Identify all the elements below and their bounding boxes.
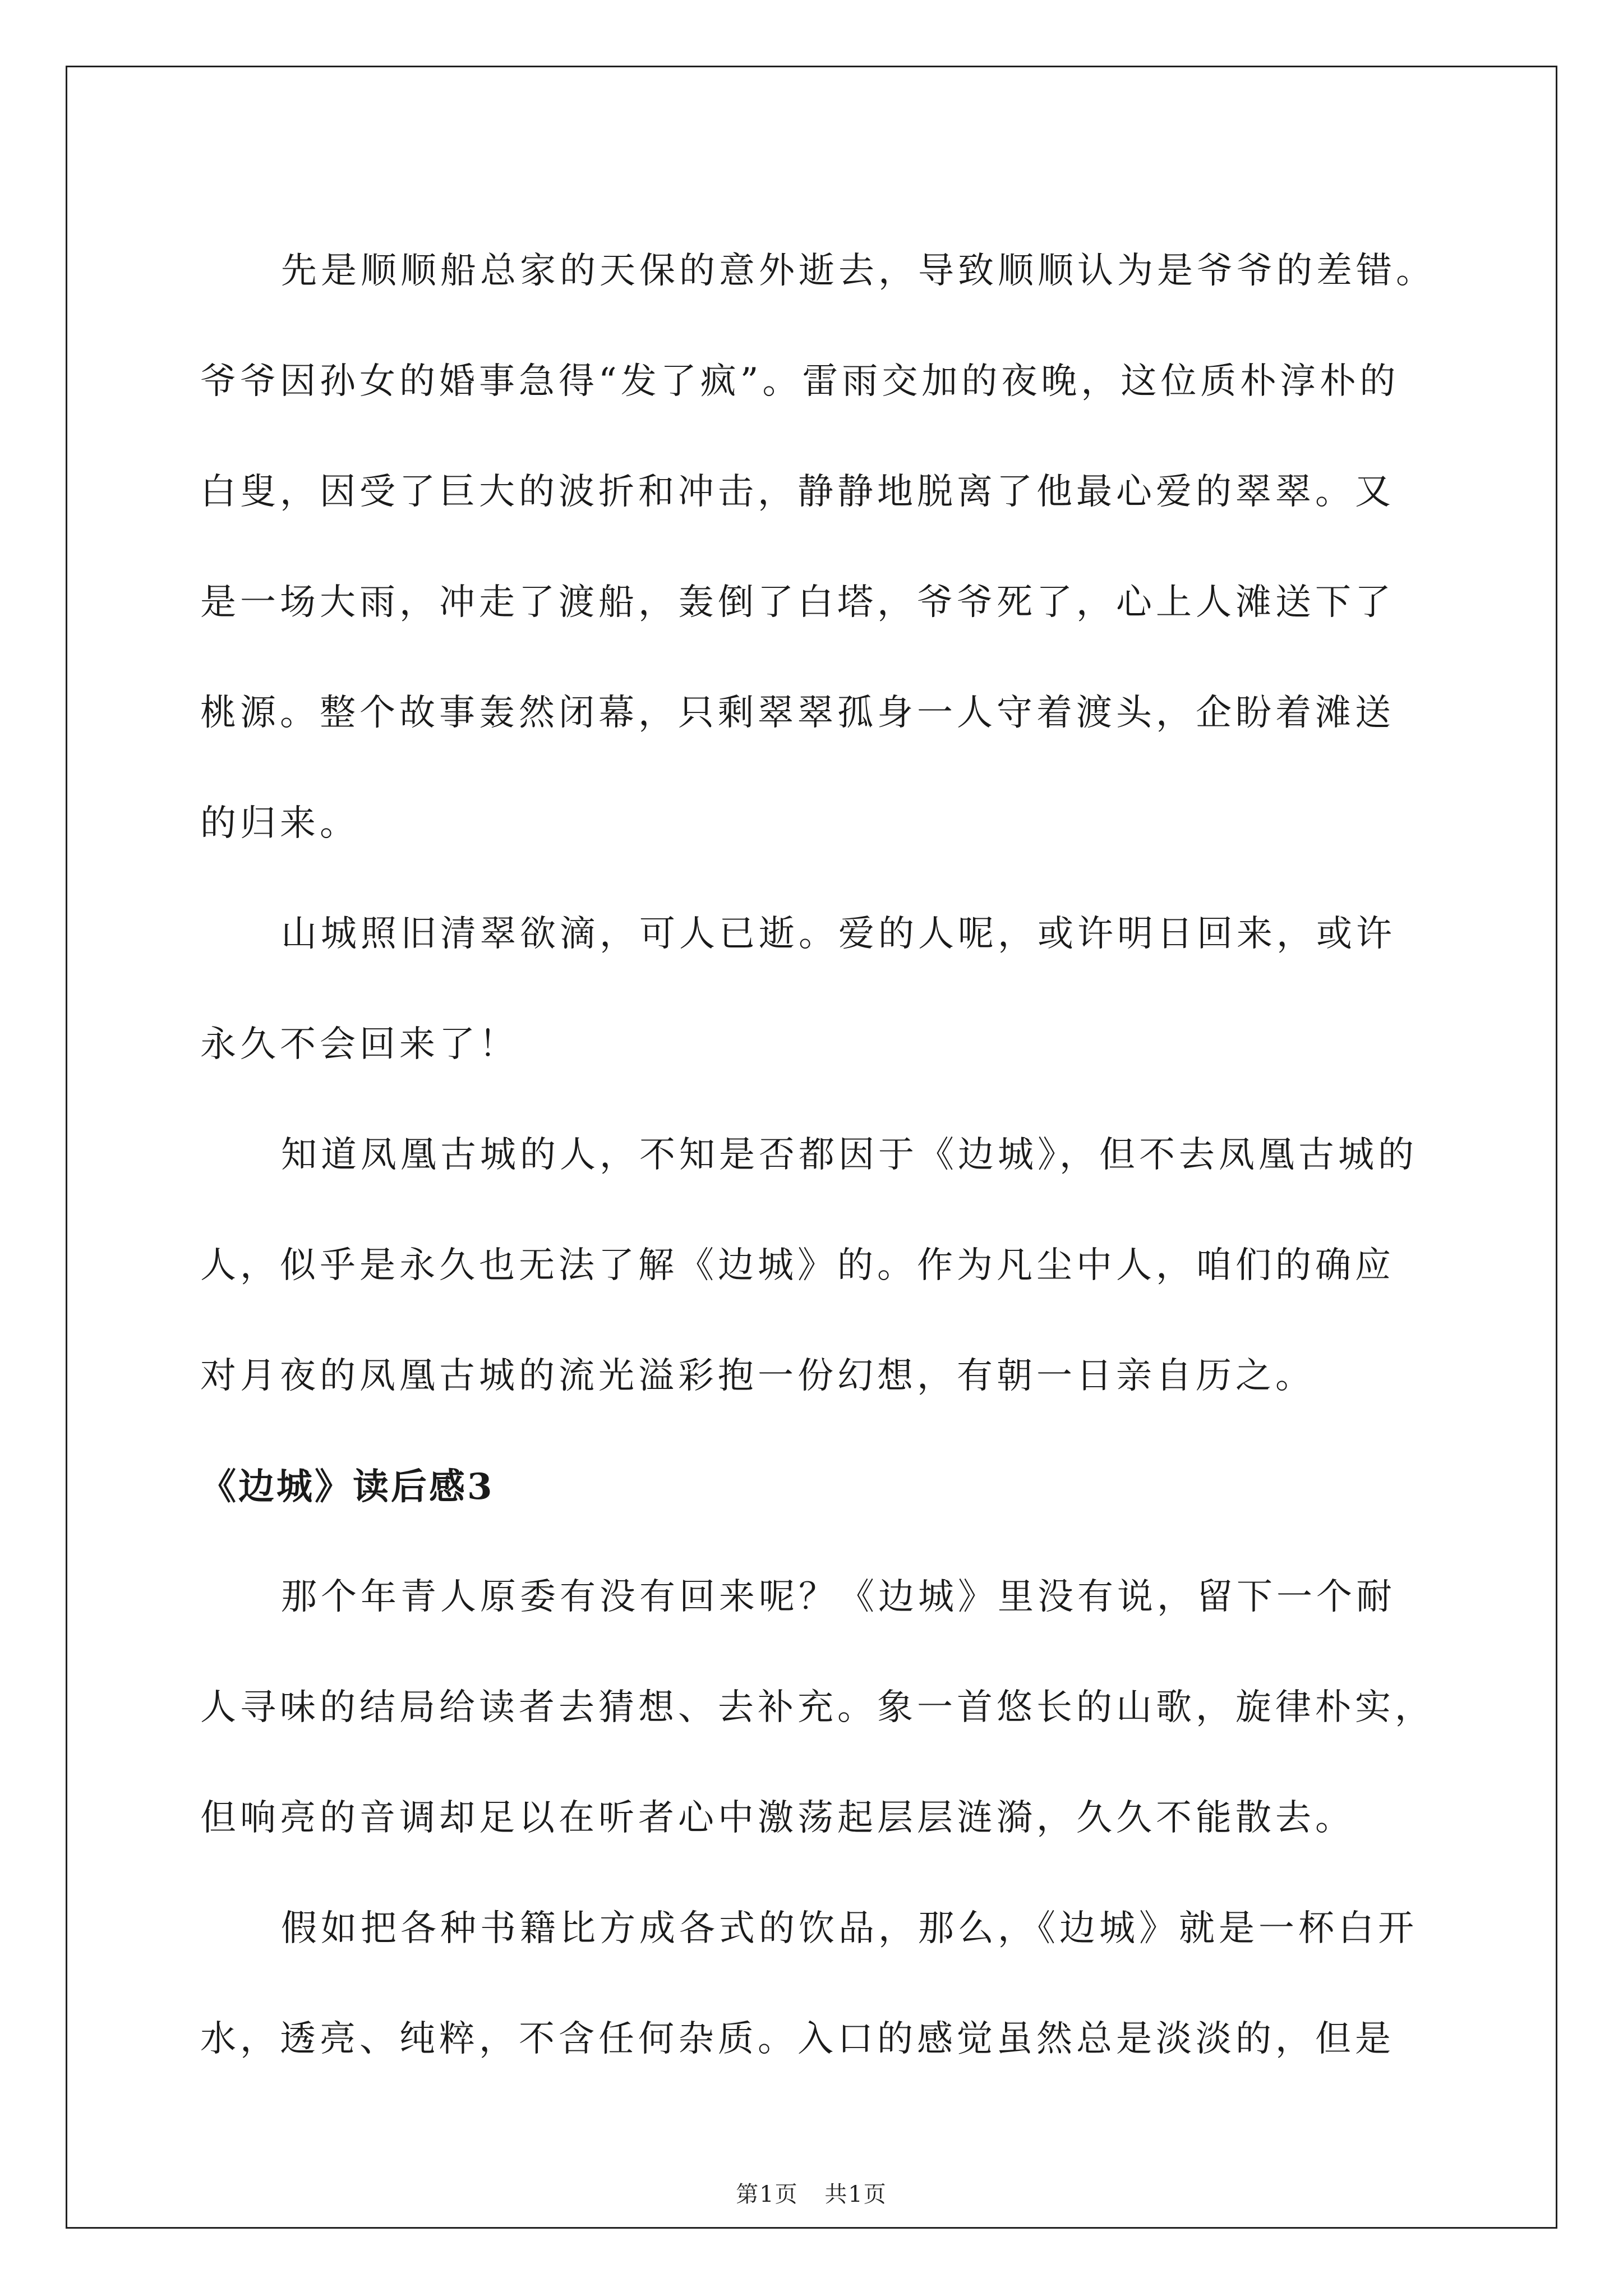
text-line: 永久不会回来了！ <box>200 1024 519 1065</box>
paragraph-1 <box>200 216 1434 879</box>
text-line: 的归来。 <box>200 803 359 844</box>
text-line: 水，透亮、纯粹，不含任何杂质。入口的感觉虽然总是淡淡的，但是 <box>200 2018 1395 2060</box>
page-total: 共1页 <box>824 2182 887 2207</box>
text-line: 但响亮的音调却足以在听者心中激荡起层层涟漪，久久不能散去。 <box>200 1797 1355 1839</box>
text-line: 桃源。整个故事轰然闭幕，只剩翠翠孤身一人守着渡头，企盼着滩送 <box>200 692 1395 734</box>
text-line: 人寻味的结局给读者去猜想、去补充。象一首悠长的山歌，旋律朴实， <box>200 1687 1435 1728</box>
text-line: 爷爷因孙女的婚事急得“发了疯”。雷雨交加的夜晚，这位质朴淳朴的 <box>200 361 1400 402</box>
document-body <box>200 216 1434 2095</box>
paragraph-4 <box>200 1542 1434 1874</box>
text-line: 人，似乎是永久也无法了解《边城》的。作为凡尘中人，咱们的确应 <box>200 1245 1395 1286</box>
text-line: 对月夜的凤凰古城的流光溢彩抱一份幻想，有朝一日亲自历之。 <box>200 1355 1315 1397</box>
page-number: 第1页 <box>736 2182 799 2207</box>
text-line: 先是顺顺船总家的天保的意外逝去，导致顺顺认为是爷爷的差错。 <box>281 250 1436 292</box>
text-line: 假如把各种书籍比方成各式的饮品，那么，《边城》就是一杯白开 <box>281 1908 1418 1949</box>
text-line: 白叟，因受了巨大的波折和冲击，静静地脱离了他最心爱的翠翠。又 <box>200 471 1395 513</box>
paragraph-3 <box>200 1100 1434 1432</box>
paragraph-5 <box>200 1874 1434 2095</box>
text-line: 那个年青人原委有没有回来呢？《边城》里没有说，留下一个耐 <box>281 1576 1396 1618</box>
text-line: 是一场大雨，冲走了渡船，轰倒了白塔，爷爷死了，心上人滩送下了 <box>200 582 1395 623</box>
page-footer <box>0 2177 1623 2208</box>
section-heading: 《边城》读后感3 <box>200 1466 495 1508</box>
text-line: 知道凤凰古城的人，不知是否都因于《边城》，但不去凤凰古城的 <box>281 1134 1418 1176</box>
text-line: 山城照旧清翠欲滴，可人已逝。爱的人呢，或许明日回来，或许 <box>281 913 1396 955</box>
paragraph-2 <box>200 879 1434 1100</box>
